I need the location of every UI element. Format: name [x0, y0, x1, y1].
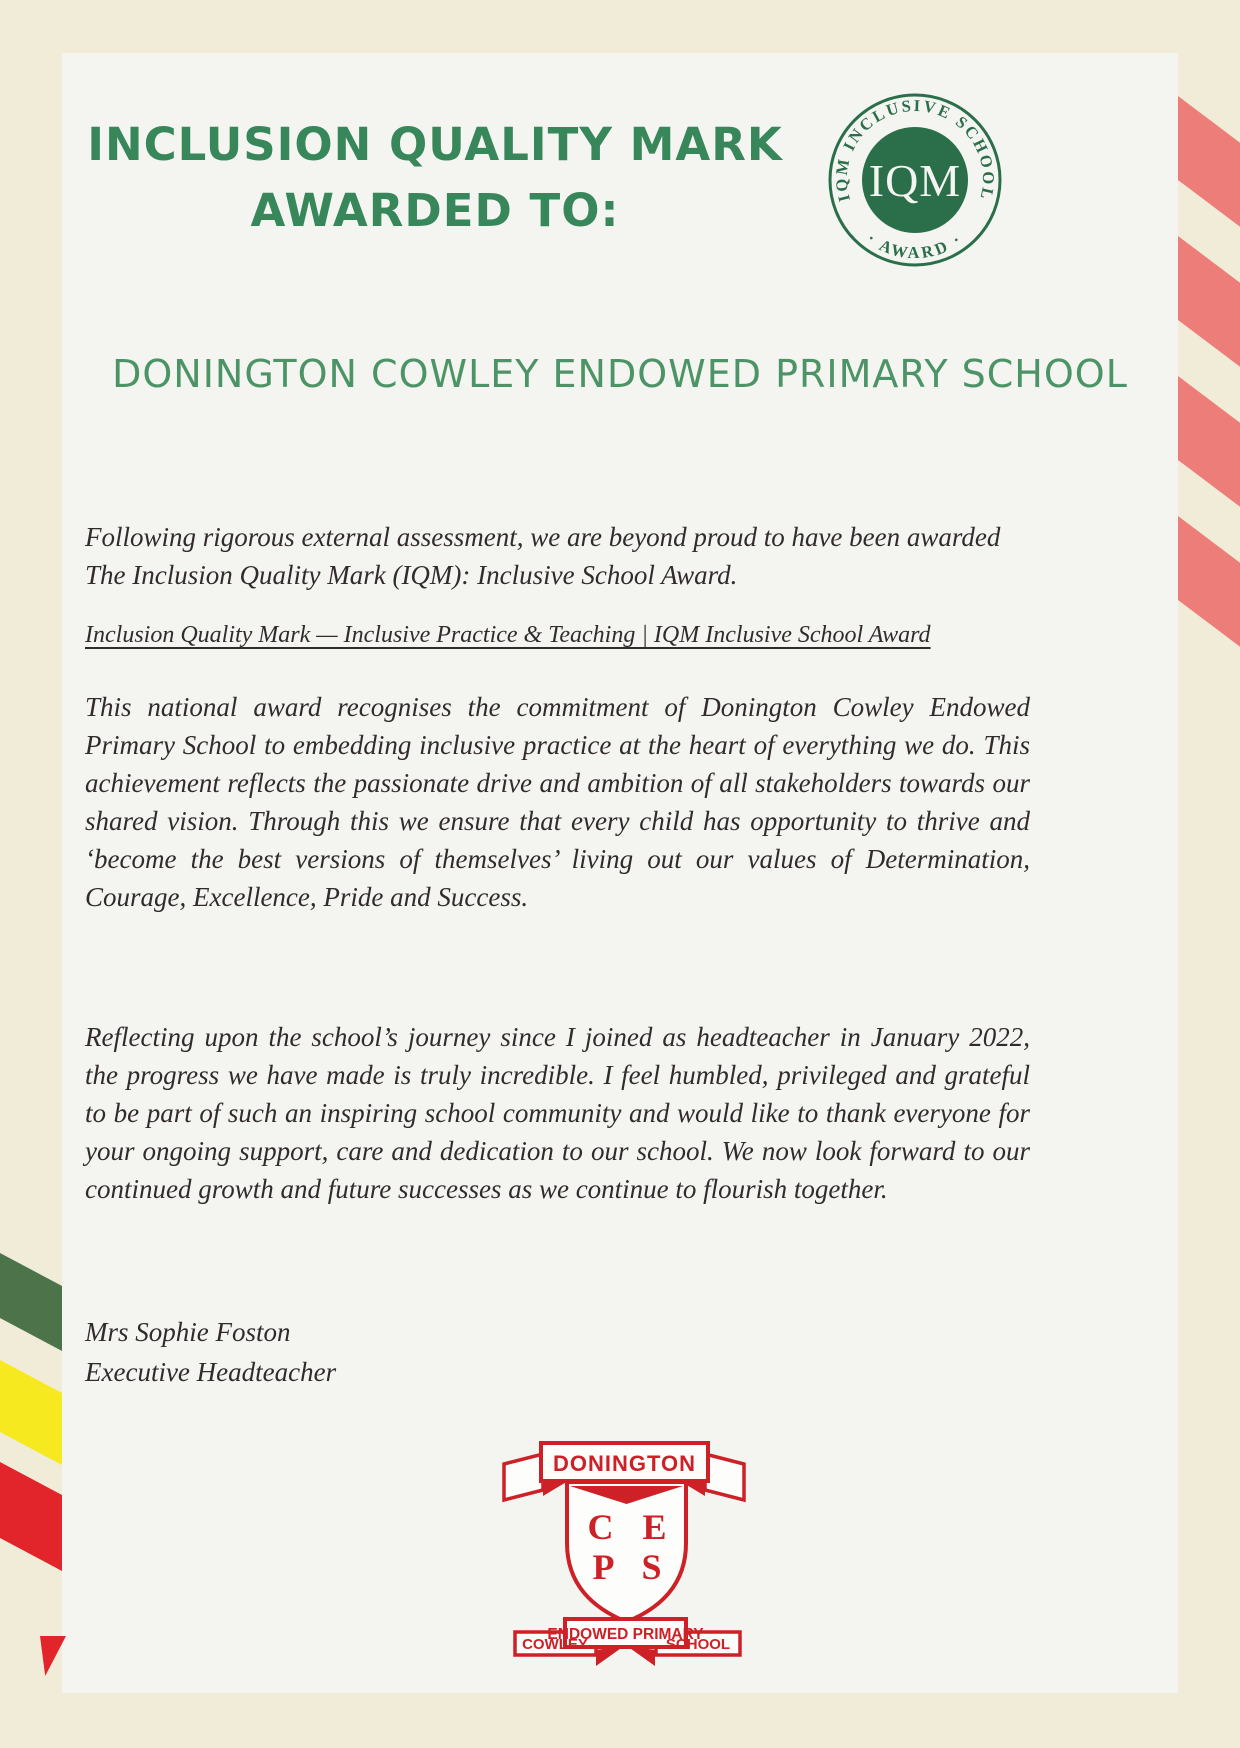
paragraph-reflection: Reflecting upon the school’s journey since I joined as headteacher in January 2022, the progress we have made is truly incredible. I feel humbled, privileged and grateful to be part of such an inspiring school community and would like to thank everyone for your ongoing support, care and dedication to our school. We now look forward to our continued growth and future successes as we continue to flourish together.: [85, 1022, 1030, 1204]
decorative-stripe-salmon: [1178, 376, 1240, 507]
decorative-stripe-salmon: [1178, 236, 1240, 367]
decorative-stripe-salmon: [1178, 516, 1240, 647]
badge-center-text: IQM: [868, 155, 962, 206]
decorative-stripe-red: [0, 1462, 62, 1571]
badge-ring-text-bottom: · AWARD ·: [863, 228, 967, 263]
signature-block: [85, 1312, 1030, 1392]
paragraph-award: This national award recognises the commitment of Donington Cowley Endowed Primary School to embedding inclusive practice at the heart of everything we do. This achievement reflects the passionate drive and ambition of all stakeholders towards our shared vision. Through this we ensure that every child has opportunity to thrive and ‘become the best versions of themselves’ living out our values of Determination, Courage, Excellence, Pride and Success.: [85, 692, 1030, 912]
iqm-award-badge-icon: [827, 92, 1003, 268]
crest-banner-right-text: SCHOOL: [665, 1636, 731, 1653]
school-crest: [498, 1438, 750, 1678]
decorative-stripe-green: [0, 1253, 62, 1351]
decorative-stripe-yellow: [0, 1360, 62, 1465]
crest-initials-row2: P S: [592, 1547, 672, 1587]
page-title: [85, 112, 785, 244]
crest-banner-center-text: ENDOWED PRIMARY: [547, 1626, 704, 1643]
crest-ribbon-wing-right: [705, 1454, 744, 1500]
signature-title: Executive Headteacher: [85, 1357, 337, 1387]
crest-ribbon-wing-left: [504, 1454, 543, 1500]
badge-ring-text-top: IQM INCLUSIVE SCHOOL: [831, 95, 999, 204]
paragraph-intro: Following rigorous external assessment, we are beyond proud to have been awarded The Inclusion Quality Mark (IQM): Inclusive School Award.: [85, 522, 1001, 590]
school-name: DONINGTON COWLEY ENDOWED PRIMARY SCHOOL: [112, 352, 1128, 396]
iqm-link-line: [85, 616, 1030, 654]
iqm-award-link[interactable]: Inclusion Quality Mark — Inclusive Practice & Teaching | IQM Inclusive School Award: [85, 622, 931, 648]
signature-name: Mrs Sophie Foston: [85, 1317, 291, 1347]
crest-banner-top-text: DONINGTON: [552, 1451, 697, 1476]
crest-banner-left-text: COWLEY: [522, 1636, 588, 1653]
page-title-line1: INCLUSION QUALITY MARK: [87, 118, 783, 171]
page-title-line2: AWARDED TO:: [250, 184, 620, 237]
crest-initials-row1: C E: [587, 1507, 677, 1547]
crest-ribbon-fold-left: [543, 1481, 568, 1496]
decorative-stripe-salmon: [1178, 96, 1240, 227]
